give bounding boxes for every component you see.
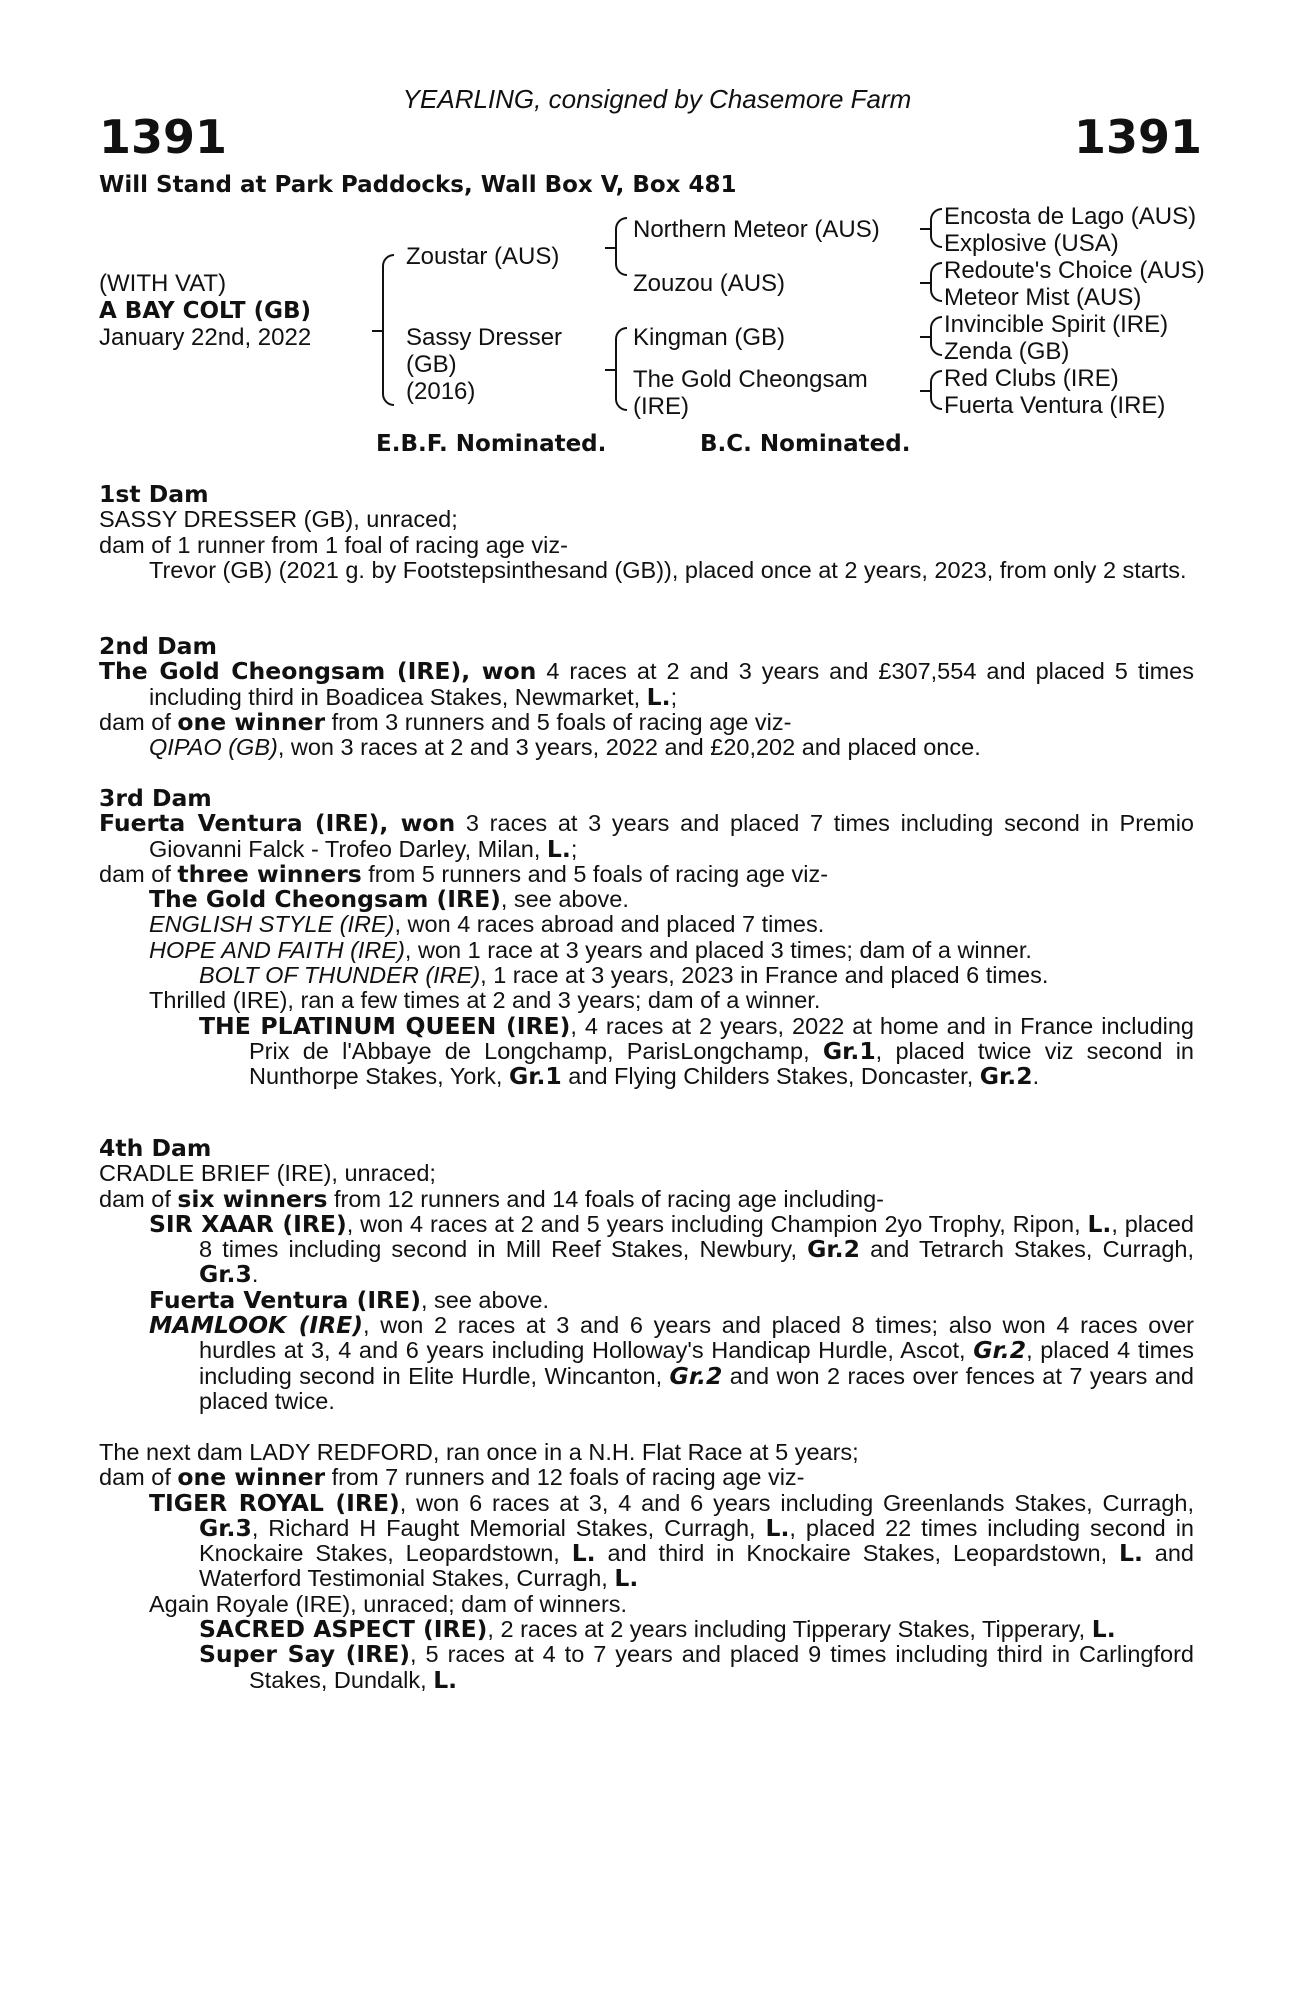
listed-badge: L. [1119,1539,1143,1568]
grand-progeny-entry: THE PLATINUM QUEEN (IRE), 4 races at 2 years, 2022 at home and in France including Prix de l'Abbaye de Longchamp, ParisLongchamp, Gr.1, placed twice viz second in Nunthorpe Stakes, York, Gr.1 and Flying Childers Stakes, Doncaster, Gr.2. [199,1011,1194,1091]
pedigree-dam-sire: Kingman (GB) [633,324,786,351]
pedigree-sire: Zoustar (AUS) [406,243,560,270]
pedigree-sire-dam: Zouzou (AUS) [633,270,786,297]
listed-badge: L. [1091,1615,1116,1644]
pedigree-dss: Invincible Spirit (IRE) [944,311,1169,338]
dam-description: The next dam LADY REDFORD, ran once in a N.H. Flat Race at 5 years; [99,1439,859,1465]
grand-progeny-entry: Super Say (IRE), 5 races at 4 to 7 years and placed 9 times including third in Carlingford Stakes, Dundalk, L. [199,1640,1194,1694]
grand-progeny-entry: BOLT OF THUNDER (IRE), 1 race at 3 years, 2023 in France and placed 6 times. [199,962,1049,989]
pedigree-sire-sire: Northern Meteor (AUS) [633,216,880,243]
listed-badge: L. [433,1665,458,1694]
pedigree-sss: Encosta de Lago (AUS) [944,203,1197,230]
grand-progeny-entry: SACRED ASPECT (IRE), 2 races at 2 years including Tipperary Stakes, Tipperary, L. [199,1615,1116,1644]
pedigree-brace-ds [930,316,942,356]
dam-produce-summary: dam of one winner from 7 runners and 12 foals of racing age viz- [99,1463,805,1492]
progeny-entry: The Gold Cheongsam (IRE), see above. [149,885,629,914]
second-dam-section [99,634,1194,760]
bc-nomination: B.C. Nominated. [700,431,911,457]
group-badge: Gr.3 [199,1260,252,1289]
fourth-dam-section [99,1136,1194,1414]
pedigree-brace-gen1 [382,254,394,406]
first-dam-section [99,482,1194,583]
lot-number-left: 1391 [99,110,228,164]
progeny-entry: MAMLOOK (IRE), won 2 races at 3 and 6 years and placed 8 times; also won 4 races over hurdles at 3, 4 and 6 years including Holloway's Handicap Hurdle, Ascot, Gr.2, placed 4 times including second in Elite Hurdle, Wincanton, Gr.2 and won 2 races over fences at 7 years and placed twice. [149,1311,1194,1414]
dam-name: The Gold Cheongsam (IRE) [99,657,462,686]
dam-record: The Gold Cheongsam (IRE), won 4 races at 2 and 3 years and £307,554 and placed 5 times including third in Boadicea Stakes, Newmarket, L.; [99,657,1194,711]
group-badge: Gr.1 [822,1036,876,1065]
consignment-line: YEARLING, consigned by Chasemore Farm [402,84,912,114]
listed-badge: L. [765,1513,790,1542]
pedigree-sdd: Meteor Mist (AUS) [944,284,1142,311]
listed-badge: L. [1087,1209,1112,1238]
section-heading: 3rd Dam [99,784,212,812]
lot-number-right: 1391 [1073,110,1202,164]
vat-note: (WITH VAT) [99,270,227,297]
pedigree-brace-dd [930,370,942,410]
dam-produce-summary: dam of six winners from 12 runners and 14 foals of racing age including- [99,1184,884,1213]
group-badge: Gr.1 [508,1062,562,1091]
dam-produce-summary: dam of one winner from 3 runners and 5 foals of racing age viz- [99,707,792,736]
listed-badge: L. [546,834,571,863]
pedigree-dam-line3: (2016) [406,378,476,405]
stand-location: Will Stand at Park Paddocks, Wall Box V, Box 481 [99,172,737,198]
progeny-entry: SIR XAAR (IRE), won 4 races at 2 and 5 years including Champion 2yo Trophy, Ripon, L., placed 8 times including second in Mill Reef Stakes, Newbury, Gr.2 and Tetrarch Stakes, Curragh, Gr.3. [149,1209,1194,1289]
group-badge: Gr.2 [807,1235,860,1264]
progeny-entry: HOPE AND FAITH (IRE), won 1 race at 3 years and placed 3 times; dam of a winner. [149,936,1032,963]
next-dam-section [99,1440,1194,1693]
dam-description: CRADLE BRIEF (IRE), unraced; [99,1160,436,1187]
pedigree-dam-line2: (GB) [406,351,457,378]
dam-description: SASSY DRESSER (GB), unraced; [99,506,458,533]
third-dam-section [99,786,1194,1090]
horse-name: A BAY COLT (GB) [99,298,312,324]
horse-dob: January 22nd, 2022 [99,324,312,351]
pedigree-dds: Red Clubs (IRE) [944,365,1119,392]
pedigree-brace-sire [615,217,627,276]
progeny-entry: TIGER ROYAL (IRE), won 6 races at 3, 4 and 6 years including Greenlands Stakes, Curragh, Gr.3, Richard H Faught Memorial Stakes, Curragh, L., placed 22 times including second in Knockaire Stakes, Leopardstown, L. and third in Knockaire Stakes, Leopardstown, L. and Waterford Testimonial Stakes, Curragh, L. [149,1488,1194,1593]
section-heading: 1st Dam [99,480,209,508]
dam-record: Fuerta Ventura (IRE), won 3 races at 3 years and placed 7 times including second in Premio Giovanni Falck - Trofeo Darley, Milan, L.; [99,809,1194,863]
listed-badge: L. [646,682,671,711]
progeny-entry: Again Royale (IRE), unraced; dam of winners. [149,1590,628,1617]
progeny-entry: ENGLISH STYLE (IRE), won 4 races abroad and placed 7 times. [149,911,825,938]
pedigree-ddd: Fuerta Ventura (IRE) [944,392,1166,419]
section-heading: 2nd Dam [99,632,217,660]
dam-name: Fuerta Ventura (IRE) [99,809,380,838]
pedigree-dam-line1: Sassy Dresser [406,324,563,351]
group-badge: Gr.3 [199,1513,252,1542]
pedigree-ssd: Explosive (USA) [944,230,1119,257]
listed-badge: L. [614,1564,639,1593]
dam-produce-summary: dam of 1 runner from 1 foal of racing age viz- [99,531,568,558]
group-badge: Gr.2 [973,1336,1027,1365]
ebf-nomination: E.B.F. Nominated. [376,431,607,457]
pedigree-brace-dam [615,327,627,411]
progeny-entry: Fuerta Ventura (IRE), see above. [149,1285,549,1314]
dam-produce-summary: dam of three winners from 5 runners and 5 foals of racing age viz- [99,859,829,888]
progeny-entry: Thrilled (IRE), ran a few times at 2 and 3 years; dam of a winner. [149,987,821,1014]
group-badge: Gr.2 [979,1062,1033,1091]
pedigree-dsd: Zenda (GB) [944,338,1070,365]
progeny-entry: QIPAO (GB), won 3 races at 2 and 3 years, 2022 and £20,202 and placed once. [149,734,981,761]
pedigree-brace-ss [930,208,942,248]
pedigree-sds: Redoute's Choice (AUS) [944,257,1205,284]
section-heading: 4th Dam [99,1134,212,1162]
progeny-entry: Trevor (GB) (2021 g. by Footstepsinthesand (GB)), placed once at 2 years, 2023, from only 2 starts. [149,556,1187,583]
pedigree-dam-dam-line1: The Gold Cheongsam [633,366,868,393]
listed-badge: L. [571,1539,596,1568]
group-badge: Gr.2 [669,1361,723,1390]
pedigree-dam-dam-line2: (IRE) [633,393,689,420]
pedigree-brace-sd [930,262,942,302]
